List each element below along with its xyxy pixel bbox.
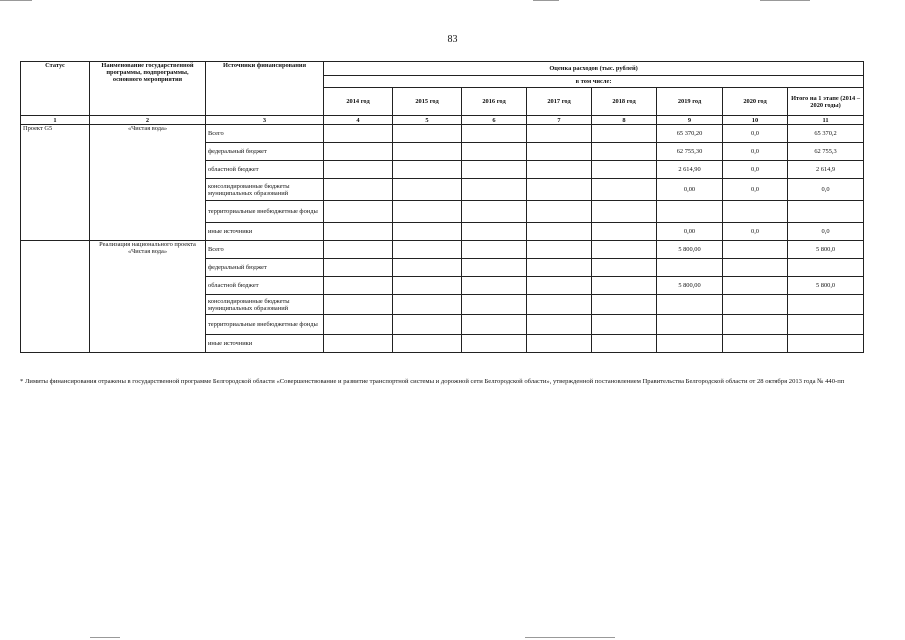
header-status: Статус xyxy=(21,62,90,116)
header-cost-estimate: Оценка расходов (тыс. рублей) xyxy=(324,62,864,76)
value-cell xyxy=(324,241,393,259)
value-cell xyxy=(788,259,864,277)
value-cell xyxy=(527,259,592,277)
value-cell xyxy=(462,277,527,295)
value-cell xyxy=(527,241,592,259)
value-cell: 65 370,20 xyxy=(657,125,723,143)
value-cell xyxy=(657,259,723,277)
header-year: 2019 год xyxy=(657,88,723,116)
value-cell xyxy=(393,315,462,335)
value-cell xyxy=(393,259,462,277)
source-cell: иные источники xyxy=(206,223,324,241)
value-cell xyxy=(393,143,462,161)
source-cell: территориальные внебюджетные фонды xyxy=(206,315,324,335)
value-cell xyxy=(462,201,527,223)
value-cell xyxy=(592,259,657,277)
value-cell: 0,0 xyxy=(723,179,788,201)
value-cell: 5 800,0 xyxy=(788,277,864,295)
value-cell xyxy=(393,201,462,223)
source-cell: областной бюджет xyxy=(206,277,324,295)
value-cell xyxy=(462,259,527,277)
value-cell xyxy=(723,259,788,277)
col-number: 1 xyxy=(21,116,90,125)
value-cell: 0,00 xyxy=(657,179,723,201)
value-cell xyxy=(527,179,592,201)
scan-artifact-bottom-mid xyxy=(525,637,615,638)
value-cell xyxy=(723,335,788,353)
col-number: 10 xyxy=(723,116,788,125)
value-cell xyxy=(462,241,527,259)
table-row xyxy=(21,241,864,259)
value-cell xyxy=(527,161,592,179)
status-cell: Проект G5 xyxy=(21,125,90,241)
value-cell xyxy=(462,125,527,143)
value-cell xyxy=(788,335,864,353)
source-cell: федеральный бюджет xyxy=(206,143,324,161)
value-cell xyxy=(723,201,788,223)
source-cell: консолидированные бюджеты муниципальных образований xyxy=(206,295,324,315)
value-cell xyxy=(592,143,657,161)
value-cell xyxy=(324,277,393,295)
value-cell: 65 370,2 xyxy=(788,125,864,143)
value-cell: 0,0 xyxy=(723,223,788,241)
value-cell xyxy=(723,315,788,335)
value-cell xyxy=(527,315,592,335)
value-cell xyxy=(462,161,527,179)
table-row xyxy=(21,125,864,143)
source-cell: иные источники xyxy=(206,335,324,353)
value-cell xyxy=(324,161,393,179)
col-number: 4 xyxy=(324,116,393,125)
value-cell xyxy=(657,201,723,223)
col-number: 11 xyxy=(788,116,864,125)
footnote: * Лимиты финансирования отражены в государственной программе Белгородской области «Совершенствование и развитие транспортной системы и дорожной сети Белгородской области», утвержденной постановлением Правительства Белгородской области от 28 октября 2013 года № 440-пп xyxy=(20,378,845,385)
value-cell xyxy=(462,143,527,161)
value-cell xyxy=(592,223,657,241)
value-cell xyxy=(657,335,723,353)
value-cell xyxy=(527,125,592,143)
value-cell: 2 614,90 xyxy=(657,161,723,179)
scan-artifact-top-left xyxy=(0,0,32,1)
value-cell xyxy=(723,295,788,315)
header-program-name: Наименование государственной программы, подпрограммы, основного мероприятия xyxy=(90,62,206,116)
source-cell: федеральный бюджет xyxy=(206,259,324,277)
value-cell xyxy=(527,201,592,223)
header-including: в том числе: xyxy=(324,76,864,88)
value-cell xyxy=(462,223,527,241)
value-cell: 5 800,00 xyxy=(657,241,723,259)
value-cell xyxy=(324,335,393,353)
financing-table xyxy=(20,61,864,353)
value-cell xyxy=(462,179,527,201)
header-year: 2016 год xyxy=(462,88,527,116)
program-name-cell: «Чистая вода» xyxy=(90,125,206,241)
page-number: 83 xyxy=(447,34,458,45)
header-year: 2018 год xyxy=(592,88,657,116)
value-cell xyxy=(324,315,393,335)
source-cell: консолидированные бюджеты муниципальных образований xyxy=(206,179,324,201)
value-cell xyxy=(527,277,592,295)
value-cell xyxy=(324,201,393,223)
header-year: 2017 год xyxy=(527,88,592,116)
col-number: 3 xyxy=(206,116,324,125)
col-number: 7 xyxy=(527,116,592,125)
value-cell xyxy=(788,315,864,335)
value-cell xyxy=(324,295,393,315)
value-cell xyxy=(788,295,864,315)
value-cell xyxy=(393,179,462,201)
value-cell xyxy=(592,241,657,259)
value-cell xyxy=(592,201,657,223)
header-year: 2014 год xyxy=(324,88,393,116)
value-cell: 2 614,9 xyxy=(788,161,864,179)
value-cell xyxy=(393,241,462,259)
value-cell xyxy=(657,315,723,335)
value-cell: 0,0 xyxy=(788,179,864,201)
col-number: 6 xyxy=(462,116,527,125)
value-cell xyxy=(324,179,393,201)
value-cell xyxy=(393,295,462,315)
value-cell: 62 755,30 xyxy=(657,143,723,161)
value-cell xyxy=(527,223,592,241)
value-cell xyxy=(592,125,657,143)
value-cell xyxy=(393,223,462,241)
source-cell: областной бюджет xyxy=(206,161,324,179)
header-funding-sources: Источники финансирования xyxy=(206,62,324,116)
status-cell xyxy=(21,241,90,353)
source-cell: Всего xyxy=(206,241,324,259)
value-cell xyxy=(592,277,657,295)
scan-artifact-top-right xyxy=(760,0,810,1)
col-number: 5 xyxy=(393,116,462,125)
value-cell: 5 800,00 xyxy=(657,277,723,295)
value-cell xyxy=(462,315,527,335)
value-cell xyxy=(393,161,462,179)
header-year: 2015 год xyxy=(393,88,462,116)
scan-artifact-bottom-left xyxy=(90,637,120,638)
value-cell xyxy=(462,295,527,315)
value-cell xyxy=(324,125,393,143)
program-name-cell: Реализация национального проекта «Чистая вода» xyxy=(90,241,206,353)
value-cell: 62 755,3 xyxy=(788,143,864,161)
source-cell: территориальные внебюджетные фонды xyxy=(206,201,324,223)
value-cell xyxy=(393,335,462,353)
value-cell: 5 800,0 xyxy=(788,241,864,259)
value-cell xyxy=(657,295,723,315)
value-cell xyxy=(462,335,527,353)
value-cell xyxy=(592,161,657,179)
value-cell xyxy=(393,125,462,143)
value-cell xyxy=(592,335,657,353)
value-cell xyxy=(324,259,393,277)
value-cell xyxy=(527,335,592,353)
header-year: 2020 год xyxy=(723,88,788,116)
col-number: 2 xyxy=(90,116,206,125)
value-cell xyxy=(527,143,592,161)
header-total: Итого на 1 этапе (2014 – 2020 годы) xyxy=(788,88,864,116)
value-cell xyxy=(592,179,657,201)
value-cell: 0,00 xyxy=(657,223,723,241)
scan-artifact-top-mid xyxy=(533,0,559,1)
value-cell: 0,0 xyxy=(723,161,788,179)
value-cell xyxy=(324,223,393,241)
col-number: 9 xyxy=(657,116,723,125)
value-cell xyxy=(393,277,462,295)
value-cell xyxy=(324,143,393,161)
value-cell: 0,0 xyxy=(723,125,788,143)
source-cell: Всего xyxy=(206,125,324,143)
value-cell xyxy=(592,315,657,335)
value-cell: 0,0 xyxy=(788,223,864,241)
value-cell xyxy=(788,201,864,223)
value-cell xyxy=(723,241,788,259)
value-cell xyxy=(592,295,657,315)
value-cell xyxy=(527,295,592,315)
value-cell: 0,0 xyxy=(723,143,788,161)
col-number: 8 xyxy=(592,116,657,125)
value-cell xyxy=(723,277,788,295)
